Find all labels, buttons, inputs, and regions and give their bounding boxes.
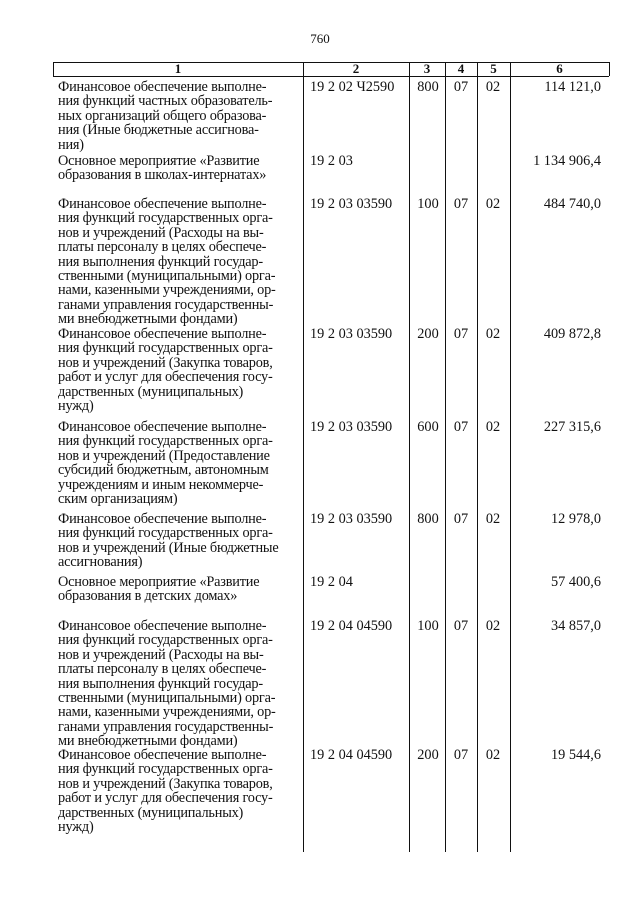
- row-sum: 409 872,8: [543, 326, 601, 342]
- row-sum: 34 857,0: [550, 618, 601, 634]
- row-col-4: 07: [453, 511, 469, 527]
- row-name-line: нужд): [58, 819, 94, 836]
- row-name-line: ния функций государственных орга-: [58, 433, 273, 450]
- header-cell-2: 2: [352, 61, 360, 76]
- row-name-line: нов и учреждений (Расходы на вы-: [58, 224, 264, 241]
- row-name-line: образования в детских домах»: [58, 588, 238, 605]
- row-name-line: ассигнования): [58, 554, 143, 571]
- row-sum: 227 315,6: [543, 419, 601, 435]
- header-bottom-border: [53, 76, 609, 77]
- row-name: [58, 80, 296, 152]
- row-name-line: ственными (муниципальными) орга-: [58, 268, 276, 285]
- row-name: [58, 327, 296, 413]
- row-code: 19 2 04 04590: [310, 618, 393, 634]
- row-name-line: нов и учреждений (Расходы на вы-: [58, 646, 264, 663]
- table-header-row: [53, 62, 609, 76]
- row-col-3: 800: [417, 79, 439, 95]
- row-sum: 12 978,0: [550, 511, 601, 527]
- row-name-line: нужд): [58, 398, 94, 415]
- row-name-line: нами, казенными учреждениями, ор-: [58, 282, 276, 299]
- row-name: [58, 197, 296, 327]
- header-cell-5: 5: [490, 61, 497, 76]
- row-name-line: ния функций государственных орга-: [58, 340, 273, 357]
- row-name-line: ния функций государственных орга-: [58, 632, 273, 649]
- column-divider: [510, 62, 511, 852]
- row-col-5: 02: [485, 419, 501, 435]
- row-col-4: 07: [453, 747, 469, 763]
- row-code: 19 2 03: [310, 153, 353, 169]
- row-col-5: 02: [485, 79, 501, 95]
- row-name-line: нами, казенными учреждениями, ор-: [58, 704, 276, 721]
- row-name-line: ганами управления государственны-: [58, 718, 274, 735]
- header-cell-6: 6: [556, 61, 563, 76]
- row-name-line: Финансовое обеспечение выполне-: [58, 79, 267, 95]
- row-name-line: нов и учреждений (Закупка товаров,: [58, 775, 273, 792]
- row-name-line: субсидий бюджетным, автономным: [58, 462, 269, 479]
- row-name: [58, 619, 296, 749]
- row-col-3: 200: [417, 326, 439, 342]
- budget-table: [53, 62, 609, 852]
- row-sum: 19 544,6: [550, 747, 601, 763]
- row-code: 19 2 04 04590: [310, 747, 393, 763]
- row-col-5: 02: [485, 747, 501, 763]
- row-col-3: 600: [417, 419, 439, 435]
- row-name-line: ния): [58, 136, 84, 153]
- row-name-line: ния выполнения функций государ-: [58, 253, 263, 270]
- row-name-line: ния функций государственных орга-: [58, 761, 273, 778]
- row-name-line: ния функций государственных орга-: [58, 210, 273, 227]
- row-name-line: платы персоналу в целях обеспече-: [58, 661, 267, 678]
- row-code: 19 2 03 03590: [310, 419, 393, 435]
- row-name-line: ния (Иные бюджетные ассигнова-: [58, 122, 259, 139]
- row-name-line: ми внебюджетными фондами): [58, 311, 238, 328]
- table-right-border: [609, 62, 610, 76]
- row-col-3: 800: [417, 511, 439, 527]
- row-name-line: Финансовое обеспечение выполне-: [58, 618, 267, 634]
- row-name-line: дарственных (муниципальных): [58, 383, 244, 400]
- row-col-5: 02: [485, 326, 501, 342]
- row-name-line: образования в школах-интернатах»: [58, 167, 267, 184]
- row-sum: 114 121,0: [544, 79, 601, 95]
- row-col-4: 07: [453, 618, 469, 634]
- row-name-line: Финансовое обеспечение выполне-: [58, 511, 267, 527]
- row-name: [58, 575, 296, 604]
- row-name-line: ми внебюджетными фондами): [58, 733, 238, 750]
- row-name-line: нов и учреждений (Предоставление: [58, 447, 270, 464]
- row-name-line: ганами управления государственны-: [58, 296, 274, 313]
- row-name-line: работ и услуг для обеспечения госу-: [58, 369, 273, 386]
- row-name: [58, 154, 296, 183]
- column-divider: [303, 62, 304, 852]
- row-col-3: 200: [417, 747, 439, 763]
- row-col-3: 100: [417, 618, 439, 634]
- row-code: 19 2 04: [310, 574, 353, 590]
- row-col-4: 07: [453, 419, 469, 435]
- header-cell-1: 1: [174, 61, 182, 76]
- row-name-line: ния функций частных образователь-: [58, 93, 273, 110]
- row-col-3: 100: [417, 196, 439, 212]
- row-name-line: ния функций государственных орга-: [58, 525, 273, 542]
- header-cell-4: 4: [457, 61, 465, 76]
- row-name-line: Финансовое обеспечение выполне-: [58, 326, 267, 342]
- row-name-line: Финансовое обеспечение выполне-: [58, 196, 267, 212]
- row-name-line: Финансовое обеспечение выполне-: [58, 419, 267, 435]
- row-name-line: нов и учреждений (Иные бюджетные: [58, 539, 279, 556]
- row-col-4: 07: [453, 196, 469, 212]
- row-name-line: учреждениям и иным некоммерче-: [58, 476, 264, 493]
- row-name-line: Основное мероприятие «Развитие: [58, 574, 260, 590]
- row-name-line: ния выполнения функций государ-: [58, 675, 263, 692]
- row-code: 19 2 02 Ч2590: [310, 79, 395, 95]
- row-name-line: ственными (муниципальными) орга-: [58, 690, 276, 707]
- row-name-line: ных организаций общего образова-: [58, 107, 267, 124]
- row-col-5: 02: [485, 196, 501, 212]
- row-name-line: Финансовое обеспечение выполне-: [58, 747, 267, 763]
- page-number: 760: [310, 31, 330, 46]
- row-col-5: 02: [485, 618, 501, 634]
- column-divider: [477, 62, 478, 852]
- row-name-line: ским организациям): [58, 491, 178, 508]
- column-divider: [445, 62, 446, 852]
- column-divider: [409, 62, 410, 852]
- row-name: [58, 748, 296, 834]
- row-name-line: дарственных (муниципальных): [58, 804, 244, 821]
- row-name: [58, 420, 296, 506]
- row-sum: 57 400,6: [550, 574, 601, 590]
- row-name: [58, 512, 296, 570]
- row-name-line: работ и услуг для обеспечения госу-: [58, 790, 273, 807]
- header-cell-3: 3: [423, 61, 431, 76]
- row-col-5: 02: [485, 511, 501, 527]
- row-name-line: платы персоналу в целях обеспече-: [58, 239, 267, 256]
- row-code: 19 2 03 03590: [310, 326, 393, 342]
- row-col-4: 07: [453, 79, 469, 95]
- row-code: 19 2 03 03590: [310, 511, 393, 527]
- row-name-line: нов и учреждений (Закупка товаров,: [58, 354, 273, 371]
- row-code: 19 2 03 03590: [310, 196, 393, 212]
- row-sum: 1 134 906,4: [533, 153, 601, 169]
- row-col-4: 07: [453, 326, 469, 342]
- row-sum: 484 740,0: [543, 196, 601, 212]
- row-name-line: Основное мероприятие «Развитие: [58, 153, 260, 169]
